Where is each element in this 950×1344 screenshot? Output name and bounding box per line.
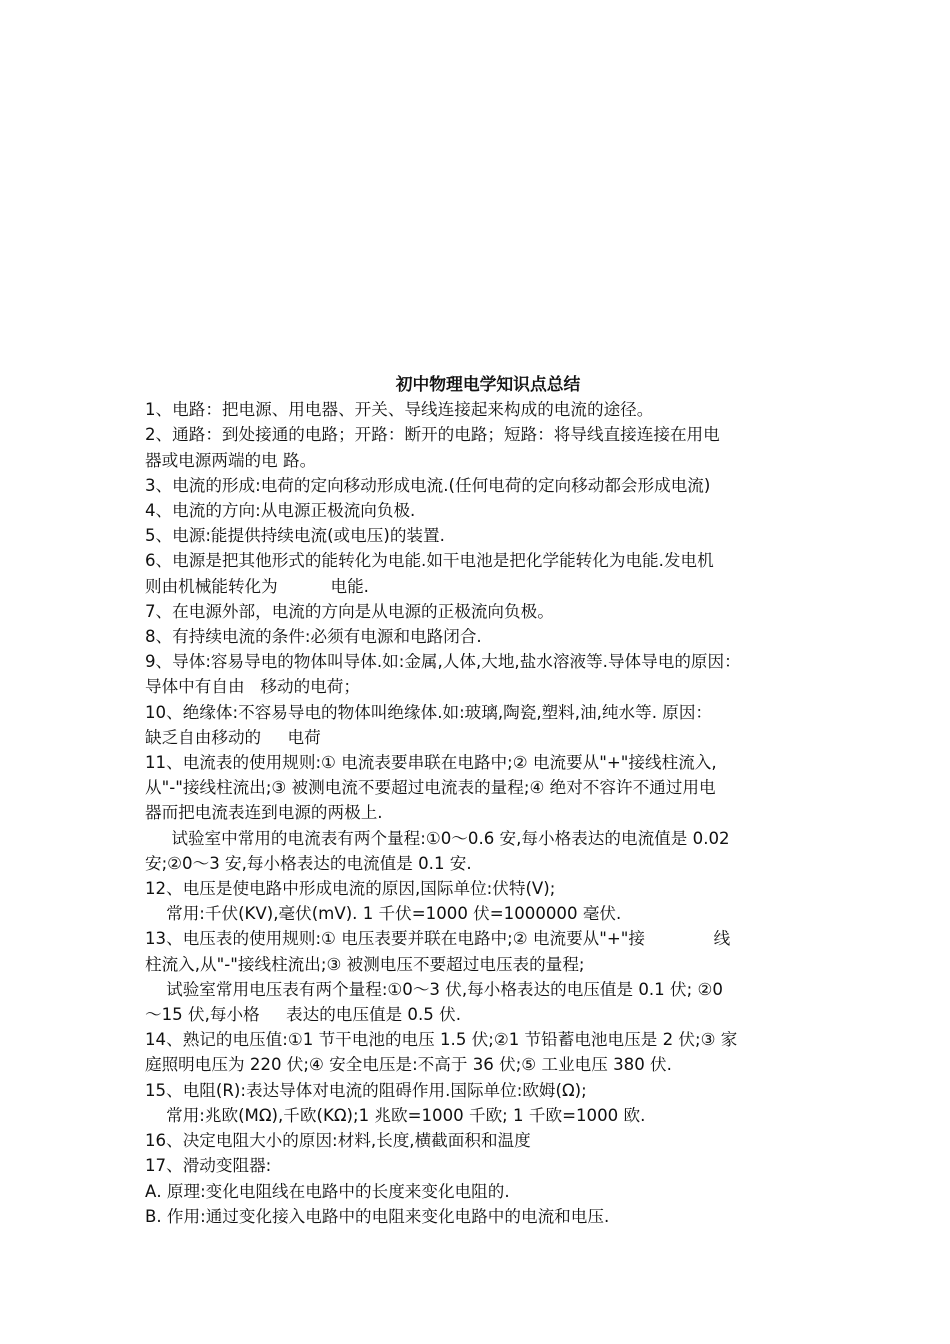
text-line: 11、电流表的使用规则:① 电流表要串联在电路中;② 电流要从"+"接线柱流入,: [145, 753, 717, 773]
text-line: ～15 伏,每小格 表达的电压值是 0.5 伏.: [145, 1005, 461, 1025]
text-line: 缺乏自由移动的 电荷: [145, 727, 321, 747]
document-body: [145, 372, 825, 1229]
text-line: 安;②0～3 安,每小格表达的电流值是 0.1 安.: [145, 853, 472, 873]
text-line: 1、电路：把电源、用电器、开关、导线连接起来构成的电流的途径。: [145, 400, 654, 420]
text-line: 4、电流的方向:从电源正极流向负极.: [145, 501, 416, 521]
text-line: 器或电源两端的电 路。: [145, 450, 317, 470]
text-line: 16、决定电阻大小的原因:材料,长度,横截面积和温度: [145, 1131, 531, 1151]
text-line: 14、熟记的电压值:①1 节干电池的电压 1.5 伏;②1 节铅蓄电池电压是 2 伏;③ 家: [145, 1030, 738, 1050]
text-line: 器而把电流表连到电源的两极上.: [145, 803, 383, 823]
text-line: 常用:兆欧(MΩ),千欧(KΩ);1 兆欧=1000 千欧; 1 千欧=1000 欧.: [145, 1105, 646, 1125]
text-line: 导体中有自由 移动的电荷；: [145, 677, 360, 697]
text-line: 9、导体:容易导电的物体叫导体.如:金属,人体,大地,盐水溶液等.导体导电的原因：: [145, 652, 741, 672]
document-title: 初中物理电学知识点总结: [395, 374, 581, 394]
text-line: 7、在电源外部，电流的方向是从电源的正极流向负极。: [145, 601, 554, 621]
text-line: 柱流入,从"-"接线柱流出;③ 被测电压不要超过电压表的量程;: [145, 954, 585, 974]
text-line: 10、绝缘体:不容易导电的物体叫绝缘体.如:玻璃,陶瓷,塑料,油,纯水等. 原因：: [145, 702, 713, 722]
text-line: 12、电压是使电路中形成电流的原因,国际单位:伏特(V);: [145, 879, 556, 899]
text-line: 常用:千伏(KV),毫伏(mV). 1 千伏=1000 伏=1000000 毫伏.: [145, 904, 622, 924]
text-line: 则由机械能转化为 电能.: [145, 576, 369, 596]
text-line: 试验室常用电压表有两个量程:①0～3 伏,每小格表达的电压值是 0.1 伏; ②0: [145, 979, 723, 999]
text-line: 17、滑动变阻器:: [145, 1156, 272, 1176]
text-line: 3、电流的形成:电荷的定向移动形成电流.(任何电荷的定向移动都会形成电流): [145, 475, 711, 495]
text-line: 试验室中常用的电流表有两个量程:①0～0.6 安,每小格表达的电流值是 0.02: [145, 828, 730, 848]
text-line: B. 作用:通过变化接入电路中的电阻来变化电路中的电流和电压.: [145, 1206, 610, 1226]
text-line: 5、电源:能提供持续电流(或电压)的装置.: [145, 526, 445, 546]
text-line: 8、有持续电流的条件:必须有电源和电路闭合.: [145, 627, 482, 647]
text-line: 从"-"接线柱流出;③ 被测电流不要超过电流表的量程;④ 绝对不容许不通过用电: [145, 778, 716, 798]
text-line: 13、电压表的使用规则:① 电压表要并联在电路中;② 电流要从"+"接 线: [145, 929, 731, 949]
text-line: 庭照明电压为 220 伏;④ 安全电压是:不高于 36 伏;⑤ 工业电压 380 伏.: [145, 1055, 672, 1075]
text-line: 6、电源是把其他形式的能转化为电能.如干电池是把化学能转化为电能.发电机: [145, 551, 714, 571]
text-line: A. 原理:变化电阻线在电路中的长度来变化电阻的.: [145, 1181, 510, 1201]
text-line: 2、通路：到处接通的电路；开路：断开的电路；短路：将导线直接连接在用电: [145, 425, 720, 445]
text-line: 15、电阻(R):表达导体对电流的阻碍作用.国际单位:欧姆(Ω);: [145, 1080, 587, 1100]
